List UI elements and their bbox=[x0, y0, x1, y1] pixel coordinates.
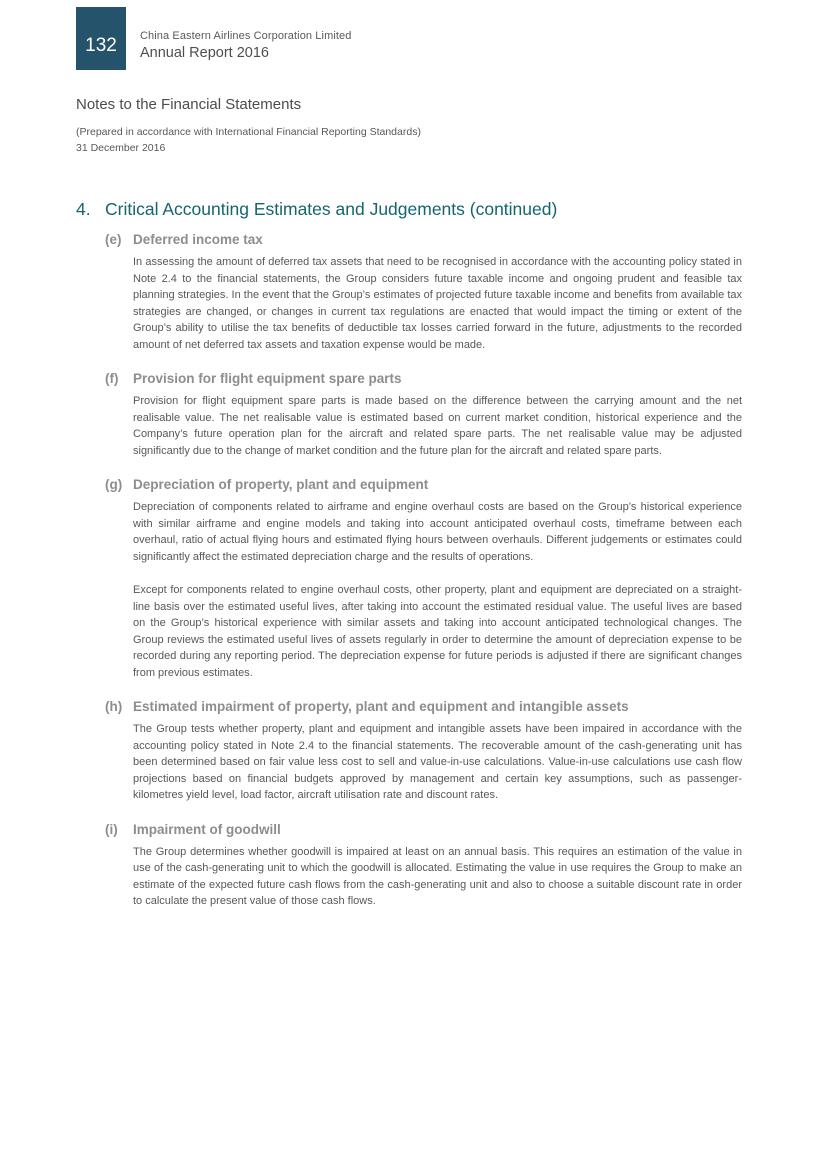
report-title: Annual Report 2016 bbox=[140, 45, 269, 61]
subsection-body bbox=[133, 393, 742, 459]
subsection-heading bbox=[105, 476, 742, 494]
doc-title: Notes to the Financial Statements bbox=[76, 96, 302, 113]
subsection bbox=[105, 476, 742, 681]
page-number-badge: 132 bbox=[76, 7, 126, 70]
subsection bbox=[105, 821, 742, 910]
subsection-body bbox=[133, 844, 742, 910]
subsection bbox=[105, 370, 742, 459]
subsection-title: Depreciation of property, plant and equipment bbox=[133, 477, 429, 492]
subsection-title: Estimated impairment of property, plant and equipment and intangible assets bbox=[133, 699, 629, 714]
subsection-label: (f) bbox=[105, 371, 119, 386]
subsection-body bbox=[133, 499, 742, 681]
subsection-heading bbox=[105, 370, 742, 388]
doc-date: 31 December 2016 bbox=[76, 142, 166, 154]
subsection-title: Deferred income tax bbox=[133, 232, 263, 247]
section-number: 4. bbox=[76, 199, 91, 219]
paragraph: Except for components related to engine overhaul costs, other property, plant and equipment are depreciated on a straight-line basis over the estimated useful lives, after taking into account the estimated residual value. The useful lives are based on the Group’s historical experience with similar assets and taking into account anticipated technological changes. The Group reviews the estimated useful lives of assets regularly in order to determine the amount of depreciation expense to be recorded during any reporting period. The depreciation expense for future periods is adjusted if there are significant changes from previous estimates. bbox=[133, 584, 742, 679]
subsection-heading bbox=[105, 231, 742, 249]
doc-subtitle: (Prepared in accordance with International Financial Reporting Standards) bbox=[76, 126, 421, 138]
header-text bbox=[140, 7, 742, 61]
subsection-label: (h) bbox=[105, 699, 123, 714]
subsection-heading bbox=[105, 698, 742, 716]
paragraph: The Group tests whether property, plant and equipment and intangible assets have been impaired in accordance with the accounting policy stated in Note 2.4 to the financial statements. The recoverable amount of the cash-generating unit has been determined based on fair value less cost to sell and value-in-use calculations. Value-in-use calculations use cash flow projections based on financial budgets approved by management and certain key assumptions, such as passenger-kilometres yield level, load factor, aircraft utilisation rate and discount rates. bbox=[133, 723, 742, 801]
section-title: Critical Accounting Estimates and Judgements (continued) bbox=[105, 199, 558, 219]
subsection-label: (i) bbox=[105, 821, 118, 837]
company-name: China Eastern Airlines Corporation Limited bbox=[140, 30, 352, 42]
subsection-title: Impairment of goodwill bbox=[133, 821, 281, 837]
subsection-body bbox=[133, 721, 742, 804]
subsections-container bbox=[105, 231, 742, 910]
paragraph: In assessing the amount of deferred tax assets that need to be recognised in accordance with the accounting policy stated in Note 2.4 to the financial statements, the Group considers future taxable income and ongoing prudent and feasible tax planning strategies. In the event that the Group’s estimates of projected future taxable income and benefits from available tax strategies are changed, or changes in current tax regulations are enacted that would impact the timing or extent of the Group’s ability to utilise the tax benefits of deductible tax losses carried forward in the future, adjustments to the recorded amount of net deferred tax assets and taxation expense would be made. bbox=[133, 256, 742, 351]
main-content bbox=[76, 198, 742, 910]
subsection-label: (e) bbox=[105, 232, 122, 247]
subsection-title: Provision for flight equipment spare parts bbox=[133, 371, 402, 386]
paragraph: Provision for flight equipment spare parts is made based on the difference between the carrying amount and the net realisable value. The net realisable value is estimated based on current market condition, historical experience and the Company’s future operation plan for the aircraft and related spare parts. The net realisable value may be adjusted significantly due to the change of market condition and the future plan for the aircraft and related spare parts. bbox=[133, 395, 742, 457]
subsection bbox=[105, 231, 742, 353]
paragraph: The Group determines whether goodwill is impaired at least on an annual basis. This requires an estimation of the value in use of the cash-generating unit to which the goodwill is allocated. Estimating the value in use requires the Group to make an estimate of the expected future cash flows from the cash-generating unit and also to choose a suitable discount rate in order to calculate the present value of those cash flows. bbox=[133, 845, 742, 907]
subsection-heading bbox=[105, 821, 742, 839]
subsection-label: (g) bbox=[105, 477, 123, 492]
subsection-body bbox=[133, 254, 742, 353]
section-heading bbox=[76, 198, 742, 220]
paragraph: Depreciation of components related to airframe and engine overhaul costs are based on the Group’s historical experience with similar airframe and engine models and taking into account anticipated overhaul costs, timeframe between each overhaul, ratio of actual flying hours and estimated flying hours between overhauls. Different judgements or estimates could significantly affect the estimated depreciation charge and the results of operations. bbox=[133, 501, 742, 563]
page-header bbox=[76, 0, 742, 70]
subsection bbox=[105, 698, 742, 804]
